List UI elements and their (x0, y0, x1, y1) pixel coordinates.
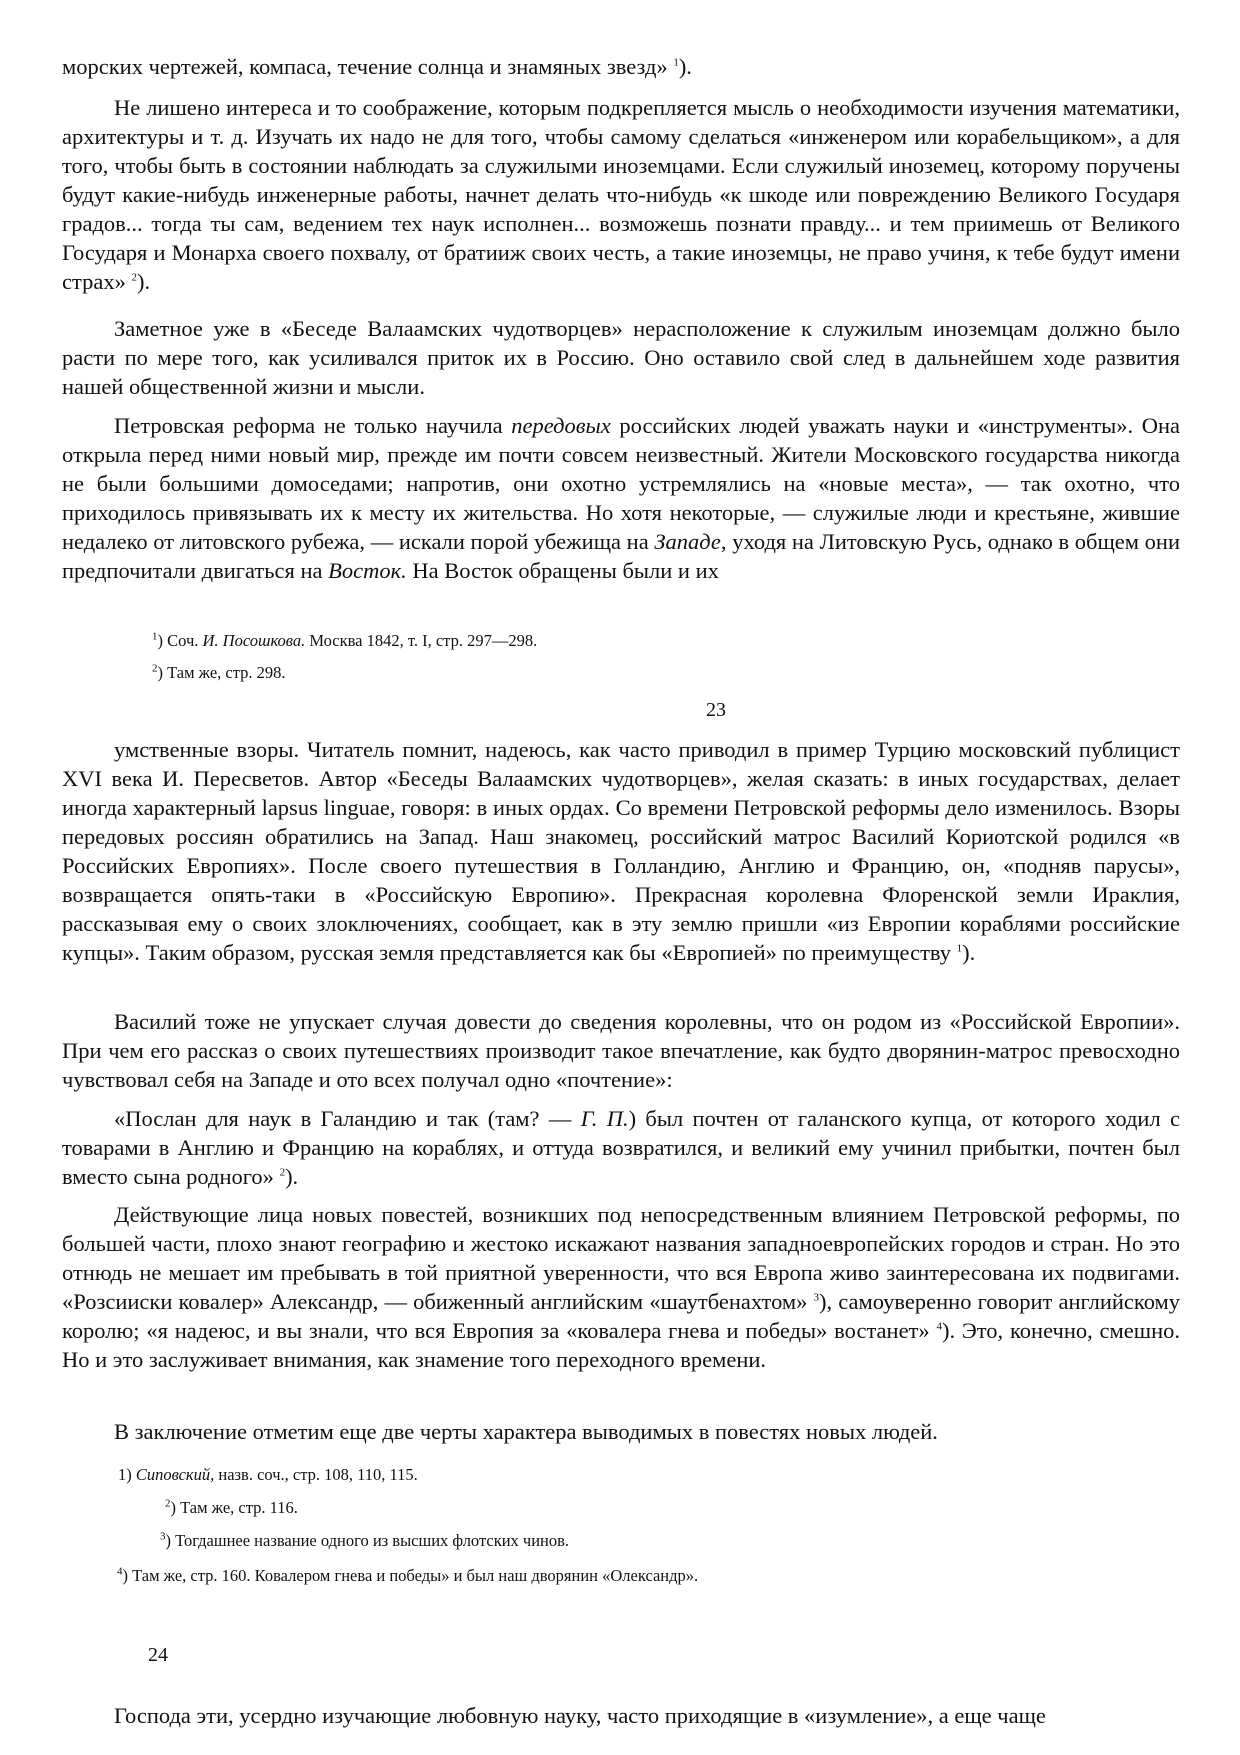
paragraph-3-text-b: российских людей уважать науки и «инструменты». Она открыла перед ними новый мир, прежде им почти совсем неизвестный. Жители Московского государства никогда не были большими домоседами; напротив, они охотно устремлялись на «новые места», — так охотно, что приходилось привязывать их к месту их жительства. Но хотя некоторые, — служилые люди и крестьяне, жившие недалеко от литовского рубежа, — искали порой убежища на (62, 413, 1181, 554)
footnote-ref: 1 (673, 56, 679, 69)
footnote-ref-end: ). (136, 269, 151, 294)
footnote-text: Москва 1842, т. I, стр. 297—298. (309, 631, 538, 650)
paragraph-4 (62, 735, 1180, 967)
footnote-ref: 2 (279, 1166, 286, 1179)
footnote-author: Сиповский, (135, 1465, 215, 1484)
page-number-23: 23 (706, 699, 726, 721)
paragraph-6-text-a: «Послан для наук в Галандию и так (там? — (114, 1106, 572, 1131)
footnote-mark: 4 (117, 1565, 123, 1578)
paragraph-7-text-a: Действующие лица новых повестей, возникших под непосредственным влиянием Петровской реформы, по большей части, плохо знают географию и жестоко искажают названия западноевропейских городов и стран. Но это отнюдь не мешает им пребывать в той приятной уверенности, что вся Европа живо заинтересована их подвигами. «Розсииски ковалер» Александр, — обиженный английским «шаутбенахтом» (62, 1202, 1180, 1314)
footnote-mark: 1 (152, 630, 158, 643)
paragraph-6 (62, 1104, 1180, 1191)
paragraph-3-italic-c: Восток. (328, 558, 407, 583)
footnote-ref-end: ). (678, 54, 692, 79)
top-fragment (62, 52, 1180, 81)
footnote-mark: 2 (165, 1497, 171, 1510)
paragraph-1-text: Не лишено интереса и то соображение, которым подкрепляется мысль о необходимости изучения математики, архитектуры и т. д. Изучать их надо не для того, чтобы самому сделаться «инженером или корабельщиком», а для того, чтобы быть в состоянии наблюдать за служилыми иноземцами. Если служилый иноземец, которому поручены будут какие-нибудь инженерные работы, начнет делать что-нибудь «к шкоде или повреждению Великого Государя градов... тогда ты сам, ведением тех наук исполнен... возможешь познати правду... и тем приимешь от Великого Государя и Монарха своего похвалу, от братииж своих честь, а такие иноземцы, не право учиня, к тебе будут имени страх» (62, 95, 1180, 294)
footnote-mark: 1) (118, 1465, 132, 1484)
footnote-text: ) Соч. (157, 631, 199, 650)
footnote-p24-3 (160, 1530, 1160, 1552)
footnote-ref: 3 (813, 1291, 820, 1304)
paragraph-5: Василий тоже не упускает случая довести до сведения королевны, что он родом из «Российской Европии». При чем его рассказ о своих путешествиях производит такое впечатление, как будто дворянин-матрос превосходно чувствовал себя на Западе и ото всех получал одно «почтение»: (62, 1009, 1180, 1092)
paragraph-3-text-d: На Восток обращены были и их (412, 558, 719, 583)
paragraph-6-text-b: ) был почтен от галанского купца, от которого ходил с товарами в Англию и Францию на кораблях, и оттуда возвратился, и великий ему учинил прибытки, почтен был вместо сына родного» (62, 1106, 1181, 1189)
footnote-ref: 1 (956, 942, 963, 955)
paragraph-3 (62, 411, 1180, 585)
paragraph-4-text: умственные взоры. Читатель помнит, надеюсь, как часто приводил в пример Турцию московский публицист XVI века И. Пересветов. Автор «Беседы Валаамских чудотворцев», желая сказать: в иных государствах, делает иногда характерный lapsus linguae, говоря: в иных ордах. Со времени Петровской реформы дело изменилось. Взоры передовых россиян обратились на Запад. Наш знакомец, российский матрос Василий Кориотской родился «в Российских Европиях». После своего путешествия в Голландию, Англию и Францию, он, «подняв парусы», возвращается опять-таки в «Российскую Европию». Прекрасная королевна Флоренской земли Ираклия, рассказывая ему о своих злоключениях, сообщает, как в эту землю пришли «из Европии кораблями российские купцы». Таким образом, русская земля представляется как бы «Европией» по преимуществу (62, 737, 1180, 965)
footnote-p24-2 (165, 1497, 1165, 1519)
paragraph-7-text-b: ), самоуверенно говорит английскому королю; «я надеюс, и вы знали, что вся Европия за «ковалера гнева и победы» востанет» (62, 1289, 1181, 1343)
paragraph-3-text-c: уходя на Литовскую Русь, однако в общем они предпочитали двигаться на (62, 529, 1181, 583)
footnote-p23-2 (152, 662, 1152, 684)
footnote-ref-end: ). (962, 940, 976, 965)
footnote-ref: 4 (936, 1320, 942, 1333)
paragraph-7 (62, 1200, 1180, 1374)
paragraph-8: В заключение отметим еще две черты характера выводимых в повестях новых людей. (114, 1419, 938, 1444)
footnote-text: ) Там же, стр. 160. Ковалером гнева и победы» и был наш дворянин «Олександр». (122, 1566, 699, 1585)
paragraph-6-italic: Г. П. (580, 1106, 629, 1131)
footnote-mark: 3 (160, 1530, 166, 1543)
paragraph-3-italic-a: передовых (511, 413, 611, 438)
paragraph-9: Господа эти, усердно изучающие любовную науку, часто приходящие в «изумление», а еще чаще (114, 1703, 1046, 1728)
footnote-text: ) Там же, стр. 116. (170, 1498, 298, 1517)
footnote-text: ) Там же, стр. 298. (157, 663, 286, 682)
paragraph-1 (62, 93, 1180, 296)
footnote-ref: 2 (131, 271, 137, 284)
paragraph-7-text-c: ). Это, конечно, смешно. Но и это заслуживает внимания, как знамение того переходного времени. (62, 1318, 1181, 1372)
footnote-text: назв. соч., стр. 108, 110, 115. (218, 1465, 418, 1484)
footnote-p23-1 (152, 630, 1152, 652)
footnote-author: И. Посошкова. (202, 631, 306, 650)
page-number-24: 24 (148, 1644, 168, 1666)
paragraph-2: Заметное уже в «Беседе Валаамских чудотворцев» нерасположение к служилым иноземцам должно было расти по мере того, как усиливался приток их в Россию. Оно оставило свой след в дальнейшем ходе развития нашей общественной жизни и мысли. (62, 316, 1180, 399)
paragraph-3-text-a: Петровская реформа не только научила (114, 413, 503, 438)
top-fragment-text: морских чертежей, компаса, течение солнца и знамяных звезд» (62, 54, 668, 79)
footnote-mark: 2 (152, 662, 158, 675)
footnote-p24-1 (118, 1464, 1158, 1486)
footnote-text: ) Тогдашнее название одного из высших флотских чинов. (165, 1531, 570, 1550)
footnote-ref-end: ). (285, 1164, 299, 1189)
paragraph-3-italic-b: Западе, (654, 529, 727, 554)
footnote-p24-4 (117, 1565, 1157, 1587)
